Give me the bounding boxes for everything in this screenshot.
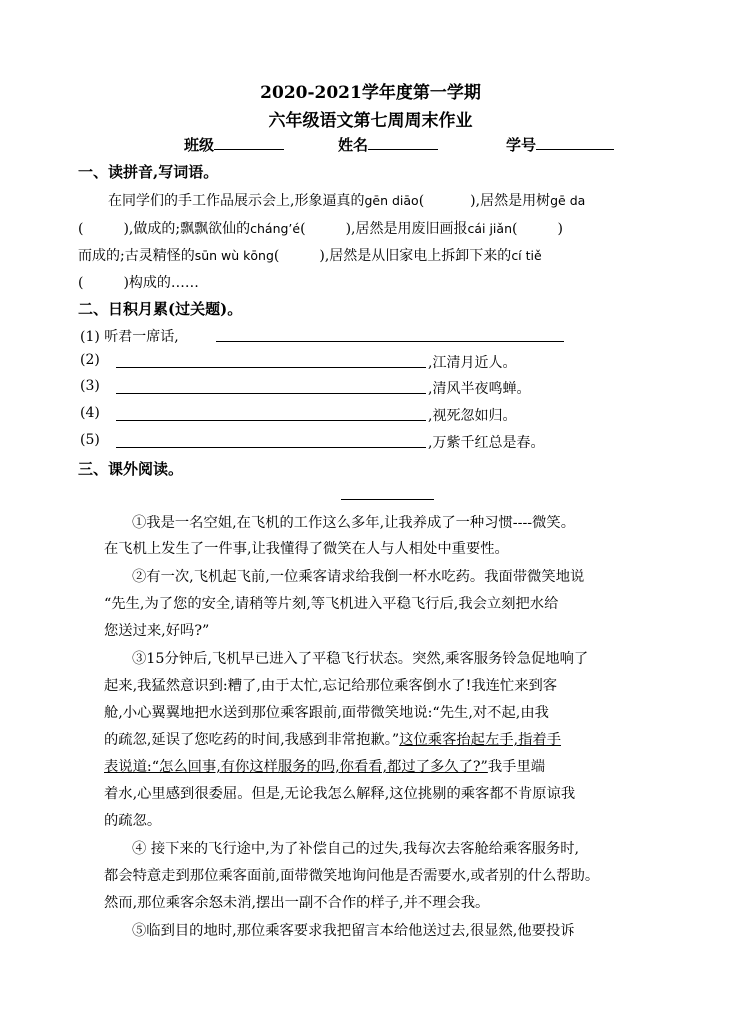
text: ),居然是用废旧画报	[345, 221, 468, 237]
paragraph-line: 起来,我猛然意识到:糟了,由于太忙,忘记给那位乘客倒水了!我连忙来到客	[104, 678, 558, 694]
pinyin-line-4	[78, 272, 199, 292]
item-number: (1)	[80, 329, 100, 345]
paragraph-line: 然而,那位乘客余怒未消,摆出一副不合作的样子,并不理会我。	[104, 895, 490, 911]
paren-open: (	[300, 221, 306, 237]
text: ),居然是从旧家电上拆卸下来的	[319, 248, 512, 264]
text: )构成的……	[123, 275, 199, 291]
paragraph-line: ⑤临到目的地时,那位乘客要求我把留言本给他送过去,很显然,他要投诉	[132, 923, 575, 939]
number-blank[interactable]	[536, 135, 614, 150]
number-field	[506, 134, 614, 155]
paren-open: (	[512, 221, 518, 237]
underlined-text: 这位乘客抬起左手,指着手	[399, 732, 561, 748]
answer-line-3[interactable]	[116, 392, 426, 394]
paren-open: (	[273, 248, 280, 264]
paren-open: (	[418, 193, 425, 209]
pinyin-change: cháng’é	[250, 221, 301, 236]
item-number: (2)	[80, 352, 100, 368]
pinyin-line-3	[78, 245, 542, 265]
text: ),做成的;飘飘欲仙的	[123, 221, 251, 237]
class-label: 班级	[184, 136, 215, 154]
pinyin-geda: gē da	[550, 193, 586, 208]
item-tail: ,江清月近人。	[428, 355, 517, 371]
paragraph-line	[104, 729, 561, 749]
article-title-blank[interactable]	[341, 498, 434, 500]
page-subtitle: 六年级语文第七周周末作业	[268, 111, 473, 131]
answer-line-5[interactable]	[116, 446, 426, 448]
underlined-text: 表说道:“怎么回事,有你这样服务的吗,你看看,都过了多久了?”	[104, 759, 488, 775]
pinyin-gendiao: gēn diāo	[364, 193, 419, 208]
pinyin-sunwukong: sūn wù kōng	[194, 248, 274, 263]
name-field	[338, 134, 438, 155]
text: ),居然是用树	[470, 193, 551, 209]
name-blank[interactable]	[368, 135, 438, 150]
page-title: 2020-2021学年度第一学期	[260, 83, 481, 103]
paren-open: (	[78, 275, 84, 291]
recitation-item-4	[80, 405, 100, 421]
paragraph-line: 在飞机上发生了一件事,让我懂得了微笑在人与人相处中重要性。	[104, 541, 509, 557]
paragraph-line: ④ 接下来的飞行途中,为了补偿自己的过失,我每次去客舱给乘客服务时,	[132, 841, 580, 857]
pinyin-line-2	[78, 218, 563, 238]
recitation-item-2	[80, 352, 100, 368]
paragraph-line	[104, 756, 545, 776]
paragraph-line: 您送过来,好吗?”	[104, 623, 210, 639]
answer-line-2[interactable]	[116, 366, 426, 368]
paragraph-line: ②有一次,飞机起飞前,一位乘客请求给我倒一杯水吃药。我面带微笑地说	[132, 569, 585, 585]
pinyin-line-1	[108, 190, 585, 210]
name-label: 姓名	[338, 136, 369, 154]
text: 在同学们的手工作品展示会上,形象逼真的	[108, 193, 365, 209]
item-tail: ,视死忽如归。	[428, 408, 517, 424]
item-number: (4)	[80, 405, 100, 421]
item-tail: ,万紫千红总是春。	[428, 435, 545, 451]
text: )	[557, 221, 563, 237]
text: 的疏忽,延误了您吃药的时间,我感到非常抱歉。”	[104, 732, 400, 748]
paragraph-line: 着水,心里感到很委屈。但是,无论我怎么解释,这位挑剔的乘客都不肯原谅我	[104, 786, 576, 802]
recitation-item-5	[80, 432, 100, 448]
text: 我手里端	[487, 759, 546, 775]
section-heading-accumulation: 二、日积月累(过关题)。	[78, 300, 243, 318]
recitation-item-3	[80, 378, 100, 394]
paragraph-line: “先生,为了您的安全,请稍等片刻,等飞机进入平稳飞行后,我会立刻把水给	[104, 596, 559, 612]
item-text: 听君一席话,	[104, 329, 179, 345]
class-blank[interactable]	[214, 135, 284, 150]
paragraph-line: 的疏忽。	[104, 813, 162, 829]
item-number: (5)	[80, 432, 100, 448]
item-number: (3)	[80, 378, 100, 394]
pinyin-caijian: cái jiǎn	[467, 221, 512, 236]
paragraph-line: ③15分钟后,飞机早已进入了平稳飞行状态。突然,乘客服务铃急促地响了	[132, 651, 589, 667]
paragraph-line: ①我是一名空姐,在飞机的工作这么多年,让我养成了一种习惯----微笑。	[132, 515, 576, 531]
paragraph-line: 舱,小心翼翼地把水送到那位乘客跟前,面带微笑地说:“先生,对不起,由我	[104, 705, 549, 721]
paren-open: (	[78, 221, 84, 237]
section-heading-reading: 三、课外阅读。	[78, 460, 184, 478]
item-tail: ,清风半夜鸣蝉。	[428, 381, 531, 397]
answer-line-4[interactable]	[116, 419, 426, 421]
class-field	[184, 134, 284, 155]
text: 而成的;古灵精怪的	[78, 248, 195, 264]
number-label: 学号	[506, 136, 537, 154]
pinyin-citie: cí tiě	[511, 248, 542, 263]
section-heading-pinyin: 一、读拼音,写词语。	[78, 163, 219, 181]
recitation-item-1	[80, 326, 179, 346]
answer-line-1[interactable]	[216, 340, 564, 342]
paragraph-line: 都会特意走到那位乘客面前,面带微笑地询问他是否需要水,或者别的什么帮助。	[104, 868, 600, 884]
